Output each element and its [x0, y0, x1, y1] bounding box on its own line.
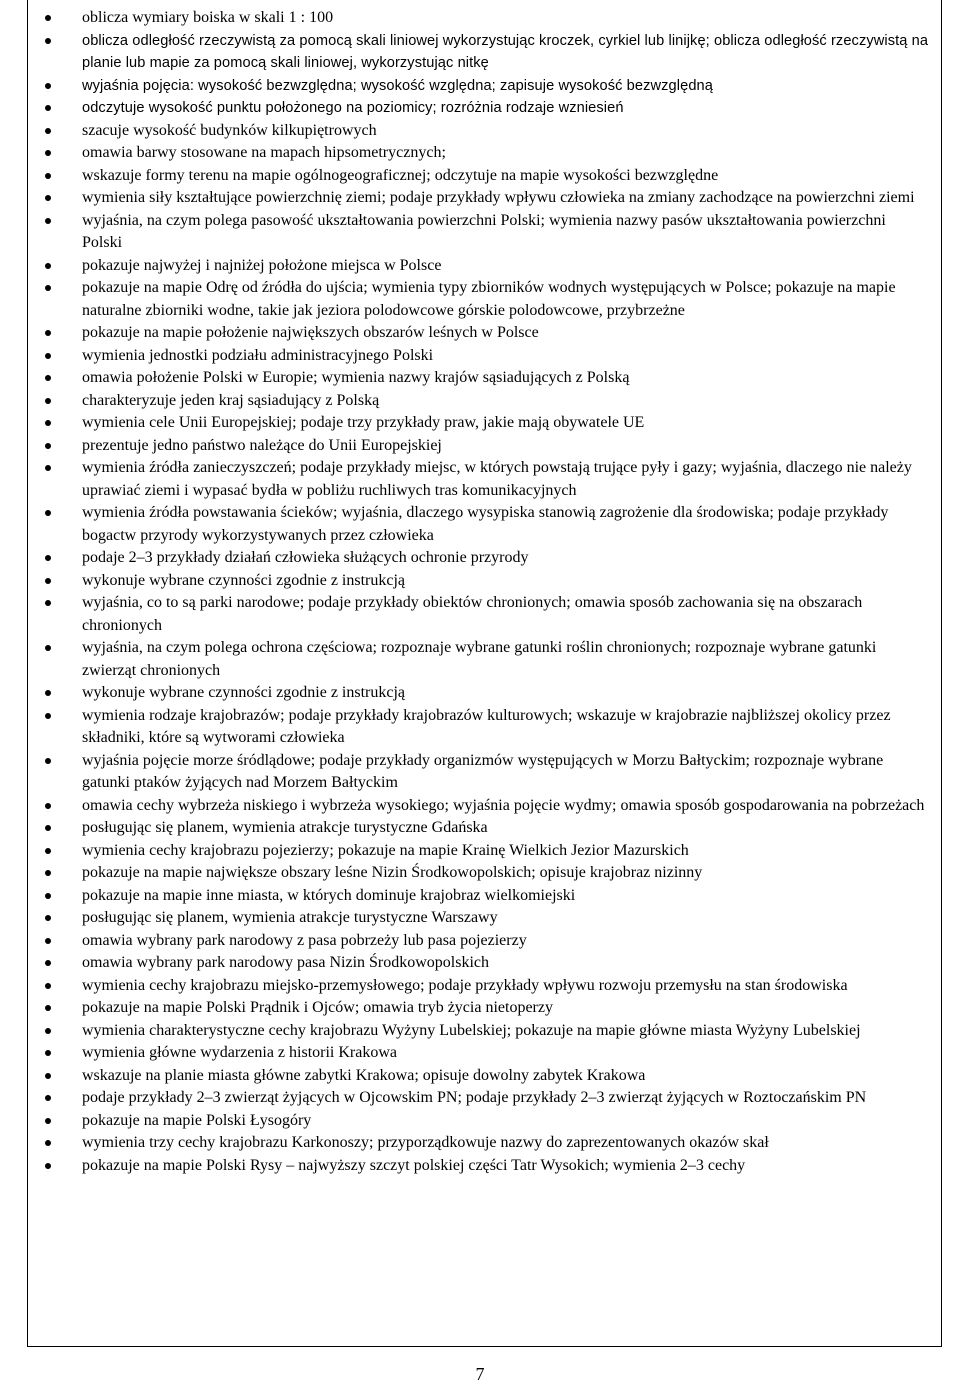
bullet-icon: [45, 398, 51, 404]
list-item-text: pokazuje na mapie położenie największych obszarów leśnych w Polsce: [82, 324, 539, 341]
list-item-text: wymienia źródła zanieczyszczeń; podaje przykłady miejsc, w których powstają trujące pyły i gazy; wyjaśnia, dlaczego nie należy uprawiać ziemi i wypasać bydła w pobliżu ruchliwych tras komunikacyjnych: [82, 459, 912, 499]
bullet-icon: [45, 600, 51, 606]
list-item-text: wykonuje wybrane czynności zgodnie z instrukcją: [82, 684, 406, 701]
requirements-list: [28, 0, 941, 1177]
list-item-text: omawia wybrany park narodowy pasa Nizin Środkowopolskich: [82, 954, 490, 971]
list-item-text: wymienia cechy krajobrazu pojezierzy; pokazuje na mapie Krainę Wielkich Jezior Mazurskich: [82, 841, 689, 859]
list-item-text: charakteryzuje jeden kraj sąsiadujący z Polską: [82, 391, 380, 409]
list-item: [28, 435, 941, 458]
list-item-text: wymienia siły kształtujące powierzchnię ziemi; podaje przykłady wpływu człowieka na zmiany zachodzące na powierzchni ziemi: [82, 189, 915, 206]
bullet-icon: [45, 825, 51, 831]
list-item: [28, 187, 941, 210]
list-item: [28, 345, 941, 368]
bullet-icon: [45, 960, 51, 966]
list-item: [28, 390, 941, 413]
bullet-icon: [45, 353, 51, 359]
bullet-icon: [45, 1140, 51, 1146]
bullet-icon: [45, 105, 51, 111]
bullet-icon: [45, 1028, 51, 1034]
list-item: [28, 210, 941, 255]
bullet-icon: [45, 1163, 51, 1169]
list-item: [28, 930, 941, 953]
list-item: [28, 840, 941, 863]
list-item: [28, 637, 941, 682]
bullet-icon: [45, 690, 51, 696]
bullet-icon: [45, 915, 51, 921]
list-item: [28, 795, 941, 818]
list-item-text: wykonuje wybrane czynności zgodnie z instrukcją: [82, 571, 406, 589]
list-item-text: pokazuje na mapie inne miasta, w których dominuje krajobraz wielkomiejski: [82, 886, 576, 904]
bullet-icon: [45, 578, 51, 584]
list-item-text: posługując się planem, wymienia atrakcje turystyczne Gdańska: [82, 819, 488, 836]
bullet-icon: [45, 713, 51, 719]
bullet-icon: [45, 285, 51, 291]
list-item-text: szacuje wysokość budynków kilkupiętrowych: [82, 121, 377, 139]
list-item: [28, 817, 941, 840]
bullet-icon: [45, 1050, 51, 1056]
list-item-text: wymienia charakterystyczne cechy krajobrazu Wyżyny Lubelskiej; pokazuje na mapie główne miasta Wyżyny Lubelskiej: [82, 1021, 861, 1039]
list-item-text: prezentuje jedno państwo należące do Unii Europejskiej: [82, 436, 442, 454]
list-item: [28, 907, 941, 930]
list-item: [28, 322, 941, 345]
list-item-text: pokazuje na mapie Polski Łysogóry: [82, 1111, 312, 1129]
bullet-icon: [45, 330, 51, 336]
bullet-icon: [45, 645, 51, 651]
bullet-icon: [45, 263, 51, 269]
list-item-text: wyjaśnia, na czym polega pasowość ukształtowania powierzchni Polski; wymienia nazwy pasów ukształtowania powierzchni Polski: [82, 211, 886, 251]
list-item: [28, 975, 941, 998]
list-item-text: wyjaśnia, na czym polega ochrona częściowa; rozpoznaje wybrane gatunki roślin chronionych; rozpoznaje wybrane gatunki zwierząt chronionych: [82, 639, 877, 679]
list-item-text: pokazuje na mapie Odrę od źródła do ujścia; wymienia typy zbiorników wodnych występujących w Polsce; pokazuje na mapie naturalne zbiorniki wodne, takie jak jeziora polodowcowe górskie polodowcowe, przybrzeżne: [82, 279, 896, 319]
list-item-text: wyjaśnia pojęcia: wysokość bezwzględna; wysokość względna; zapisuje wysokość bezwzględną: [82, 77, 713, 94]
list-item-text: wymienia główne wydarzenia z historii Krakowa: [82, 1044, 398, 1061]
list-item-text: pokazuje najwyżej i najniżej położone miejsca w Polsce: [82, 256, 442, 274]
list-item: [28, 750, 941, 795]
list-item: [28, 592, 941, 637]
bullet-icon: [45, 848, 51, 854]
list-item-text: pokazuje na mapie Polski Rysy – najwyższy szczyt polskiej części Tatr Wysokich; wymienia 2–3 cechy: [82, 1156, 746, 1174]
content-frame: [27, 0, 942, 1347]
bullet-icon: [45, 870, 51, 876]
bullet-icon: [45, 420, 51, 426]
list-item-text: wymienia cele Unii Europejskiej; podaje trzy przykłady praw, jakie mają obywatele UE: [82, 414, 645, 431]
list-item-text: pokazuje na mapie największe obszary leśne Nizin Środkowopolskich; opisuje krajobraz nizinny: [82, 864, 703, 881]
bullet-icon: [45, 150, 51, 156]
bullet-icon: [45, 128, 51, 134]
bullet-icon: [45, 1005, 51, 1011]
list-item: [28, 1020, 941, 1043]
list-item: [28, 570, 941, 593]
list-item: [28, 705, 941, 750]
list-item: [28, 682, 941, 705]
list-item-text: podaje przykłady 2–3 zwierząt żyjących w Ojcowskim PN; podaje przykłady 2–3 zwierząt żyjących w Roztoczańskim PN: [82, 1089, 867, 1106]
list-item-text: wymienia trzy cechy krajobrazu Karkonoszy; przyporządkowuje nazwy do zaprezentowanych okazów skał: [82, 1134, 769, 1151]
list-item: [28, 1155, 941, 1178]
list-item-text: wskazuje na planie miasta główne zabytki Krakowa; opisuje dowolny zabytek Krakowa: [82, 1066, 646, 1084]
bullet-icon: [45, 443, 51, 449]
list-item-text: oblicza wymiary boiska w skali 1 : 100: [82, 9, 334, 26]
list-item-text: omawia cechy wybrzeża niskiego i wybrzeża wysokiego; wyjaśnia pojęcie wydmy; omawia sposób gospodarowania na pobrzeżach: [82, 796, 925, 814]
list-item: [28, 412, 941, 435]
page-number: 7: [475, 1364, 485, 1384]
bullet-icon: [45, 218, 51, 224]
list-item: [28, 30, 941, 75]
list-item: [28, 97, 941, 120]
bullet-icon: [45, 195, 51, 201]
list-item-text: pokazuje na mapie Polski Prądnik i Ojców; omawia tryb życia nietoperzy: [82, 999, 553, 1016]
bullet-icon: [45, 83, 51, 89]
list-item: [28, 502, 941, 547]
bullet-icon: [45, 758, 51, 764]
list-item: [28, 75, 941, 98]
list-item-text: wymienia cechy krajobrazu miejsko-przemysłowego; podaje przykłady wpływu rozwoju przemysłu na stan środowiska: [82, 976, 848, 994]
list-item: [28, 120, 941, 143]
bullet-icon: [45, 1073, 51, 1079]
list-item: [28, 142, 941, 165]
bullet-icon: [45, 1095, 51, 1101]
list-item-text: omawia położenie Polski w Europie; wymienia nazwy krajów sąsiadujących z Polską: [82, 369, 630, 386]
list-item-text: oblicza odległość rzeczywistą za pomocą skali liniowej wykorzystując kroczek, cyrkiel lub linijkę; oblicza odległość rzeczywistą na planie lub mapie za pomocą skali liniowej, wykorzystując nitkę: [82, 32, 929, 71]
list-item: [28, 862, 941, 885]
bullet-icon: [45, 375, 51, 381]
list-item: [28, 255, 941, 278]
list-item: [28, 885, 941, 908]
list-item-text: wyjaśnia, co to są parki narodowe; podaje przykłady obiektów chronionych; omawia sposób zachowania się na obszarach chronionych: [82, 594, 863, 634]
list-item: [28, 952, 941, 975]
list-item: [28, 7, 941, 30]
bullet-icon: [45, 983, 51, 989]
bullet-icon: [45, 38, 51, 44]
list-item: [28, 1087, 941, 1110]
list-item: [28, 1042, 941, 1065]
list-item-text: podaje 2–3 przykłady działań człowieka służących ochronie przyrody: [82, 549, 529, 566]
list-item: [28, 1110, 941, 1133]
list-item: [28, 997, 941, 1020]
list-item: [28, 547, 941, 570]
list-item-text: omawia wybrany park narodowy z pasa pobrzeży lub pasa pojezierzy: [82, 931, 527, 949]
list-item: [28, 1065, 941, 1088]
list-item: [28, 367, 941, 390]
bullet-icon: [45, 465, 51, 471]
list-item: [28, 165, 941, 188]
bullet-icon: [45, 893, 51, 899]
bullet-icon: [45, 510, 51, 516]
list-item: [28, 1132, 941, 1155]
list-item-text: odczytuje wysokość punktu położonego na poziomicy; rozróżnia rodzaje wzniesień: [82, 100, 624, 116]
bullet-icon: [45, 803, 51, 809]
list-item-text: posługując się planem, wymienia atrakcje turystyczne Warszawy: [82, 909, 498, 926]
bullet-icon: [45, 15, 51, 21]
list-item: [28, 277, 941, 322]
bullet-icon: [45, 173, 51, 179]
bullet-icon: [45, 555, 51, 561]
bullet-icon: [45, 1118, 51, 1124]
list-item-text: wymienia źródła powstawania ścieków; wyjaśnia, dlaczego wysypiska stanowią zagrożenie dla środowiska; podaje przykłady bogactw przyrody wykorzystywanych przez człowieka: [82, 504, 889, 544]
list-item-text: wskazuje formy terenu na mapie ogólnogeograficznej; odczytuje na mapie wysokości bezwzględne: [82, 166, 719, 184]
list-item-text: wymienia jednostki podziału administracyjnego Polski: [82, 346, 434, 364]
list-item-text: wyjaśnia pojęcie morze śródlądowe; podaje przykłady organizmów występujących w Morzu Bałtyckim; rozpoznaje wybrane gatunki ptaków żyjących nad Morzem Bałtyckim: [82, 751, 884, 791]
list-item: [28, 457, 941, 502]
list-item-text: wymienia rodzaje krajobrazów; podaje przykłady krajobrazów kulturowych; wskazuje w krajobrazie najbliższej okolicy przez składniki, które są wytworami człowieka: [82, 706, 891, 746]
bullet-icon: [45, 938, 51, 944]
list-item-text: omawia barwy stosowane na mapach hipsometrycznych;: [82, 144, 446, 161]
